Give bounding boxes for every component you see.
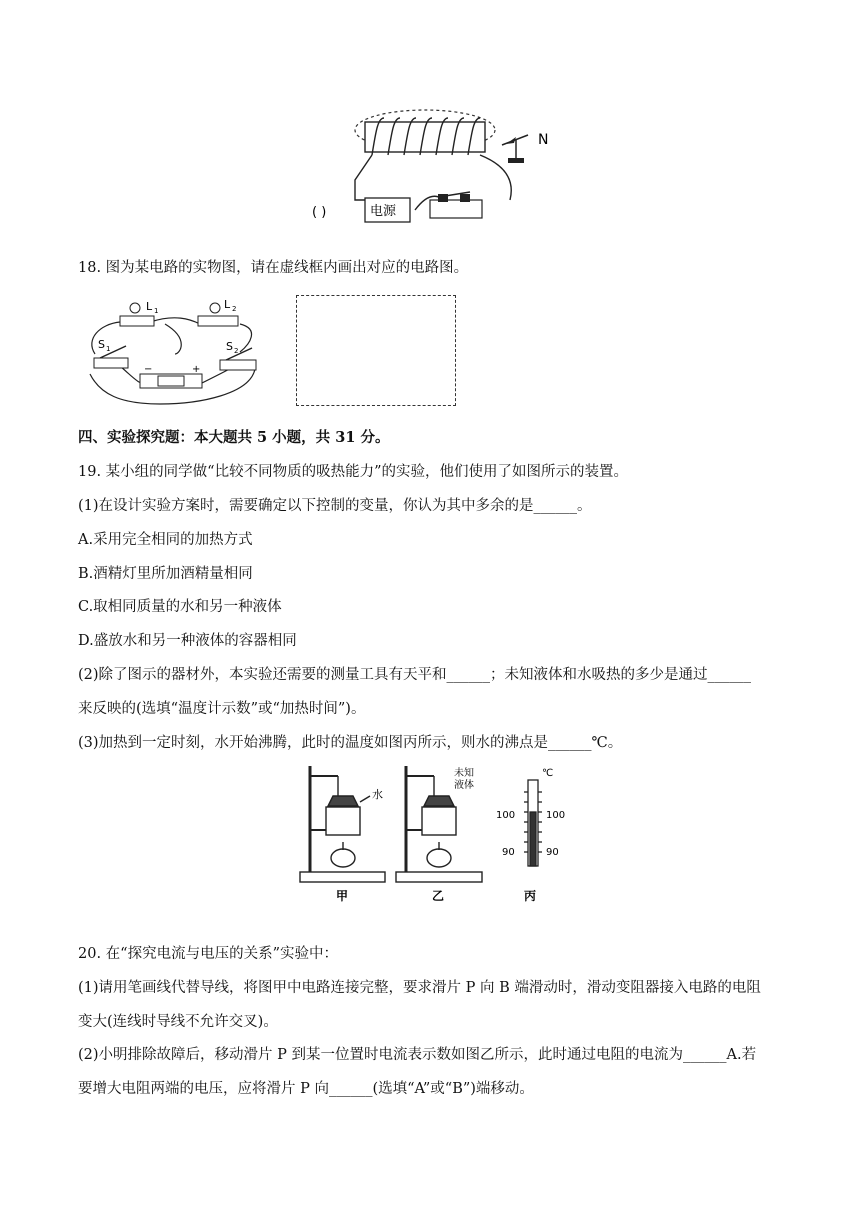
svg-text:水: 水: [372, 788, 383, 801]
q20-part2-line1: (2)小明排除故障后，移动滑片 P 到某一位置时电流表示数如图乙所示，此时通过电阻的电流为______A.若: [78, 1047, 757, 1063]
svg-text:L: L: [224, 298, 231, 311]
svg-text:90: 90: [502, 847, 515, 858]
q19-option-d: D.盛放水和另一种液体的容器相同: [78, 633, 297, 649]
setup-jia: [300, 766, 385, 882]
svg-text:丙: 丙: [524, 889, 537, 903]
svg-text:S: S: [98, 338, 105, 351]
q19-option-a: A.采用完全相同的加热方式: [78, 532, 253, 548]
q19-option-c: C.取相同质量的水和另一种液体: [78, 599, 282, 615]
q19-part2-line2: 来反映的(选填“温度计示数”或“加热时间”)。: [78, 701, 366, 717]
svg-text:甲: 甲: [336, 889, 349, 903]
svg-text:1: 1: [106, 345, 111, 353]
svg-text:乙: 乙: [432, 889, 445, 903]
svg-text:90: 90: [546, 847, 559, 858]
q19-apparatus-figure: [298, 762, 578, 906]
svg-text:S: S: [226, 340, 233, 353]
q18-stem: 18. 图为某电路的实物图，请在虚线框内画出对应的电路图。: [78, 260, 469, 276]
q20-part2-line2: 要增大电阻两端的电压，应将滑片 P 向______(选填“A”或“B”)端移动。: [78, 1081, 534, 1097]
battery-icon: [140, 374, 202, 388]
q20-part1-line1: (1)请用笔画线代替导线，将图甲中电路连接完整，要求滑片 P 向 B 端滑动时，滑动变阻器接入电路的电阻: [78, 980, 761, 996]
solenoid-figure: [310, 100, 570, 230]
svg-text:+: +: [192, 364, 201, 375]
pole-label: N: [538, 132, 549, 148]
svg-text:100: 100: [496, 810, 516, 821]
svg-text:−: −: [144, 364, 153, 375]
q19-part2-line1: (2)除了图示的器材外，本实验还需要的测量工具有天平和______；未知液体和水吸热的多少是通过______: [78, 667, 752, 683]
svg-text:℃: ℃: [542, 768, 554, 779]
q20-part1-line2: 变大(连线时导线不允许交叉)。: [78, 1014, 278, 1030]
q19-stem: 19. 某小组的同学做“比较不同物质的吸热能力”的实验，他们使用了如图所示的装置。: [78, 464, 628, 480]
switch-icon: [430, 192, 482, 218]
svg-text:液体: 液体: [454, 780, 474, 791]
svg-text:L: L: [146, 300, 153, 313]
thermometer-bing: [524, 780, 542, 866]
section-4-heading: 四、实验探究题：本大题共 5 小题，共 31 分。: [78, 429, 390, 446]
power-label: 电源: [370, 204, 397, 219]
svg-text:未知: 未知: [454, 768, 474, 779]
q19-part1: (1)在设计实验方案时，需要确定以下控制的变量，你认为其中多余的是______。: [78, 498, 592, 514]
q19-option-b: B.酒精灯里所加酒精量相同: [78, 566, 253, 582]
q18-circuit-figure: [80, 294, 270, 410]
svg-text:2: 2: [234, 347, 239, 355]
compass-icon: [502, 135, 528, 163]
q19-part3: (3)加热到一定时刻，水开始沸腾，此时的温度如图丙所示，则水的沸点是______℃。: [78, 735, 623, 751]
svg-text:1: 1: [154, 307, 159, 315]
svg-text:100: 100: [546, 810, 566, 821]
answer-box: [296, 295, 456, 406]
blank-label: ( ): [312, 205, 327, 220]
svg-text:2: 2: [232, 305, 237, 313]
q20-stem: 20. 在“探究电流与电压的关系”实验中：: [78, 946, 338, 962]
